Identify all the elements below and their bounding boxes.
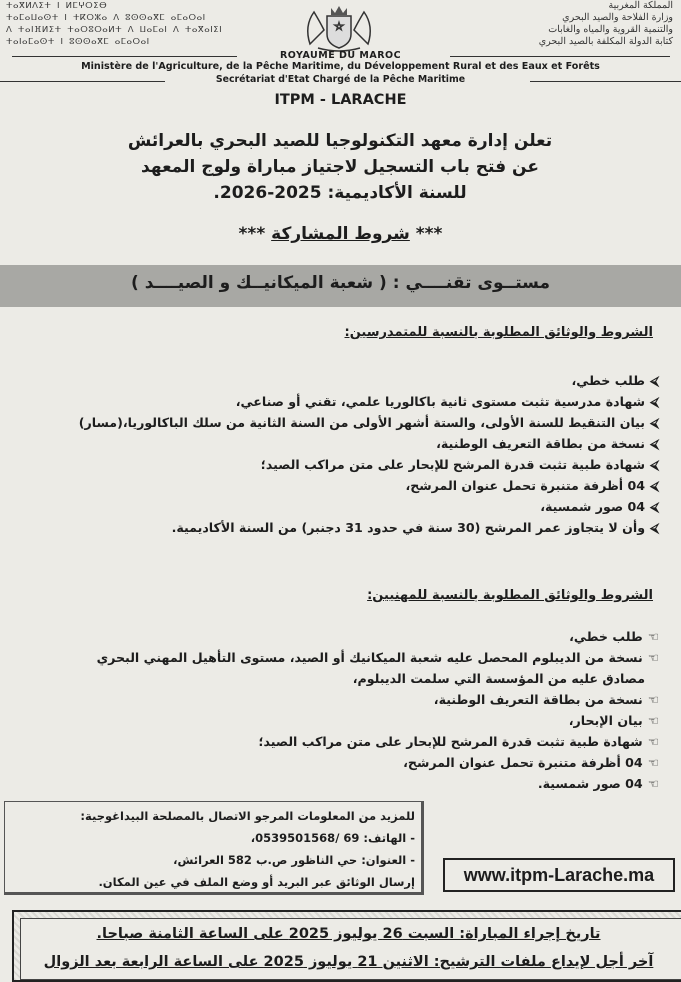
bullet-icon: ☜ — [647, 755, 659, 770]
requirement-text: شهادة مدرسية تثبت مستوى ثانية باكالوريا علمي، تقني أو صناعي، — [235, 394, 646, 409]
stars: *** — [415, 224, 443, 244]
requirement-text: نسخة من الديبلوم المحصل عليه شعبة الميكانيك أو الصيد، مستوى التأهيل المهني البحري — [96, 650, 643, 665]
requirement-item — [9, 752, 659, 773]
intro-line: للسنة الأكاديمية: 2025-2026. — [213, 183, 467, 203]
tifinagh-line: ⵜⴰⴳⵍⴷⵉⵜ ⵏ ⵍⵎⵖⵔⵉⴱ — [6, 1, 108, 11]
requirement-item — [9, 773, 659, 794]
requirement-item — [9, 647, 659, 668]
requirement-item — [9, 496, 659, 517]
requirement-text: 04 أظرفة متنبرة تحمل عنوان المرشح، — [405, 478, 646, 493]
requirement-item — [9, 626, 659, 647]
requirement-text: طلب خطي، — [569, 629, 643, 644]
intro-line: عن فتح باب التسجيل لاجتياز مباراة ولوج المعهد — [141, 157, 539, 177]
tifinagh-line: ⵜⴰⵎⴰⵡⴰⵙⵜ ⵏ ⵜⴽⵔⵣⴰ ⴷ ⵓⵙⵙⴰⴳⵎ ⴰⵎⴰⵔⴰⵏ — [6, 13, 206, 23]
institute-name: ITPM - LARACHE — [274, 92, 407, 108]
info-line: - العنوان: حي الناظور ص.ب 582 العرائش، — [173, 853, 415, 867]
arabic-header-line: والتنمية القروية والمياه والغابات — [548, 24, 673, 35]
bullet-icon: ☜ — [647, 713, 659, 728]
ministere-title: Ministère de l'Agriculture, de la Pêche Maritime, du Développement Rural et des Eaux et Forêts — [81, 61, 600, 72]
royaume-du-maroc: ROYAUME DU MAROC — [279, 50, 402, 61]
deadline-date: آخر أجل لإيداع ملفات الترشيح: الاثنين 21 يوليوز 2025 على الساعة الرابعة بعد الزوال — [43, 954, 654, 970]
arabic-header — [413, 0, 673, 48]
info-line: - الهاتف: 69 /0539501568، — [250, 831, 415, 845]
requirement-text: مصادق عليه من المؤسسة التي سلمت الديبلوم، — [352, 671, 645, 686]
professionals-requirements-list — [9, 626, 659, 794]
announcement-intro — [120, 128, 560, 206]
bullet-icon: ⮘ — [650, 457, 659, 472]
bullet-icon: ⮘ — [650, 415, 659, 430]
conditions-label: شروط المشاركة — [271, 224, 410, 244]
requirement-item — [9, 475, 659, 496]
bullet-icon: ☜ — [647, 776, 659, 791]
bullet-icon: ⮘ — [650, 373, 659, 388]
requirement-item — [9, 668, 659, 689]
conditions-title — [0, 224, 681, 244]
contact-info-box — [4, 801, 424, 895]
dates-box — [12, 910, 681, 982]
requirement-item — [9, 731, 659, 752]
requirement-text: شهادة طبية تثبت قدرة المرشح للإبحار على متن مراكب الصيد؛ — [260, 457, 646, 472]
requirement-text: بيان التنقيط للسنة الأولى، والستة أشهر الأولى من السنة الثانية من سلك الباكالوريا،(مسار) — [78, 415, 646, 430]
arabic-header-line: وزارة الفلاحة والصيد البحري — [562, 12, 673, 23]
info-line: للمزيد من المعلومات المرجو الاتصال بالمصلحة البيداغوجية: — [80, 809, 415, 823]
requirement-text: طلب خطي، — [571, 373, 646, 388]
requirement-text: 04 صور شمسية، — [540, 499, 646, 514]
tifinagh-header — [6, 0, 276, 48]
intro-line: تعلن إدارة معهد التكنولوجيا للصيد البحري بالعرائش — [127, 131, 553, 151]
requirement-item — [9, 454, 659, 475]
bullet-icon: ⮘ — [650, 394, 659, 409]
requirement-item — [9, 370, 659, 391]
level-band-text: مستــوى تقنــــي : ( شعبة الميكانيــك و الصيــــد ) — [131, 273, 550, 293]
tifinagh-line: ⴷ ⵜⴰⵏⴼⵍⵉⵜ ⵜⴰⵔⵓⵔⴰⵍⵜ ⴷ ⵡⴰⵎⴰⵏ ⴷ ⵜⴰⴳⴰⵏⵉⵏ — [6, 25, 223, 35]
bullet-icon: ⮘ — [650, 478, 659, 493]
bullet-icon: ☜ — [647, 692, 659, 707]
bullet-icon: ☜ — [647, 650, 659, 665]
requirement-text: بيان الإبحار، — [568, 713, 643, 728]
bullet-icon: ⮘ — [650, 520, 659, 535]
requirement-text: نسخة من بطاقة التعريف الوطنية، — [433, 692, 643, 707]
requirement-item — [9, 689, 659, 710]
requirement-text: 04 صور شمسية. — [537, 776, 643, 791]
info-line: إرسال الوثائق عبر البريد أو وضع الملف في عين المكان. — [98, 875, 415, 889]
bullet-icon: ☜ — [647, 629, 659, 644]
requirement-text: وأن لا يتجاوز عمر المرشح (30 سنة في حدود 31 دجنبر) من السنة الأكاديمية. — [171, 520, 646, 535]
tifinagh-line: ⵜⴰⵏⴰⵎⴰⵙⵜ ⵏ ⵓⵙⵙⴰⴳⵎ ⴰⵎⴰⵔⴰⵏ — [6, 37, 150, 47]
secretariat-title: Secrétariat d'Etat Chargé de la Pêche Maritime — [215, 74, 466, 85]
arabic-header-line: كتابة الدولة المكلفة بالصيد البحري — [538, 36, 673, 47]
bullet-icon: ☜ — [647, 734, 659, 749]
professionals-heading: الشروط والوثائق المطلوبة بالنسبة للمهنيين: — [367, 588, 653, 603]
requirement-item — [9, 517, 659, 538]
bullet-icon: ⮘ — [650, 436, 659, 451]
royal-emblem-icon — [300, 0, 378, 52]
bullet-icon: ⮘ — [650, 499, 659, 514]
trainees-heading: الشروط والوثائق المطلوبة بالنسبة للمتمدرسين: — [344, 325, 653, 340]
website-link[interactable]: www.itpm-Larache.ma — [443, 858, 675, 892]
requirement-item — [9, 433, 659, 454]
requirement-item — [9, 391, 659, 412]
requirement-item — [9, 710, 659, 731]
requirement-text: نسخة من بطاقة التعريف الوطنية، — [436, 436, 646, 451]
trainees-requirements-list — [9, 370, 659, 538]
arabic-header-line: المملكة المغربية — [608, 0, 673, 11]
requirement-item — [9, 412, 659, 433]
requirement-text: شهادة طبية تثبت قدرة المرشح للإبحار على متن مراكب الصيد؛ — [258, 734, 643, 749]
exam-date: تاريخ إجراء المباراة: السبت 26 يوليوز 2025 على الساعة الثامنة صباحا. — [96, 926, 601, 942]
requirement-text: 04 أظرفة متنبرة تحمل عنوان المرشح، — [403, 755, 643, 770]
stars: *** — [238, 224, 266, 244]
